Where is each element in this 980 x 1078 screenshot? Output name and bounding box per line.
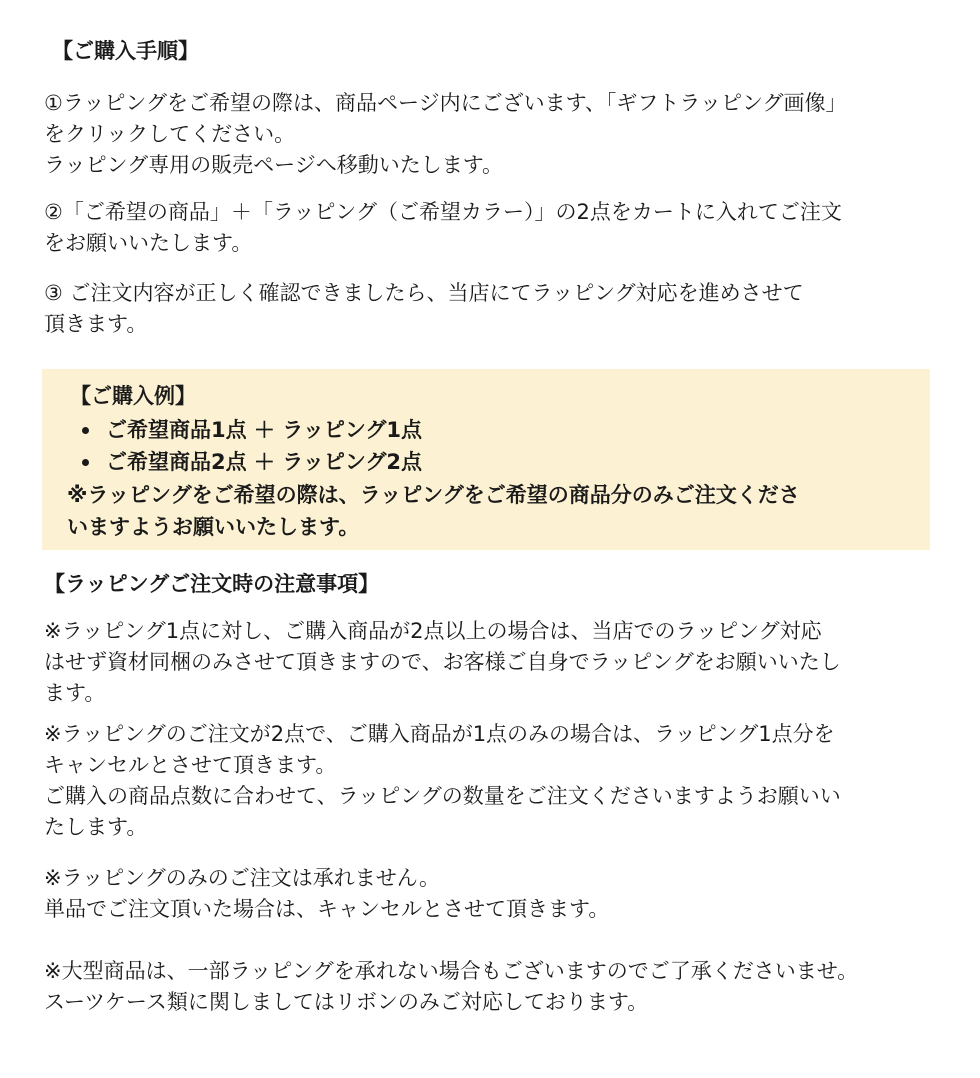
- example-note-line-1: ※ラッピングをご希望の際は、ラッピングをご希望の商品分のみご注文くださ: [67, 483, 800, 507]
- step-3-text: [44, 278, 804, 340]
- caution-3-line-2: 単品でご注文頂いた場合は、キャンセルとさせて頂きます。: [44, 897, 610, 921]
- step-2-line-2: をお願いいたします。: [44, 231, 253, 255]
- purchase-example-note: [67, 479, 800, 543]
- purchase-example-box: [42, 369, 930, 550]
- caution-2-line-3: ご購入の商品点数に合わせて、ラッピングの数量をご注文くださいますようお願いい: [44, 784, 841, 808]
- list-item-label: ご希望商品1点 ＋ ラッピング1点: [106, 418, 423, 442]
- purchase-example-heading: 【ご購入例】: [70, 384, 196, 408]
- caution-note-2: [44, 719, 841, 843]
- step-3-line-1: ③ ご注文内容が正しく確認できましたら、当店にてラッピング対応を進めさせて: [44, 281, 804, 305]
- caution-2-line-1: ※ラッピングのご注文が2点で、ご購入商品が1点のみの場合は、ラッピング1点分を: [44, 722, 835, 746]
- step-1-text: [44, 88, 847, 181]
- caution-note-1: [44, 616, 841, 709]
- step-2-line-1: ②「ご希望の商品」＋「ラッピング（ご希望カラー）」の2点をカートに入れてご注文: [44, 200, 842, 224]
- step-3-line-2: 頂きます。: [44, 312, 148, 336]
- cautions-heading: 【ラッピングご注文時の注意事項】: [44, 572, 380, 596]
- list-item: [42, 446, 422, 478]
- caution-1-line-3: ます。: [44, 681, 106, 705]
- caution-4-line-2: スーツケース類に関しましてはリボンのみご対応しております。: [44, 990, 649, 1014]
- step-1-line-1: ①ラッピングをご希望の際は、商品ページ内にございます、「ギフトラッピング画像」: [44, 91, 847, 115]
- bullet-icon: [82, 427, 89, 434]
- list-item: [42, 414, 422, 446]
- caution-2-line-2: キャンセルとさせて頂きます。: [44, 753, 337, 777]
- bullet-icon: [82, 459, 89, 466]
- example-note-line-2: いますようお願いいたします。: [67, 515, 360, 539]
- caution-1-line-1: ※ラッピング1点に対し、ご購入商品が2点以上の場合は、当店でのラッピング対応: [44, 619, 822, 643]
- step-2-text: [44, 197, 842, 259]
- caution-note-4: [44, 956, 858, 1018]
- step-1-line-3: ラッピング専用の販売ページへ移動いたします。: [44, 153, 504, 177]
- step-1-line-2: をクリックしてください。: [44, 122, 296, 146]
- purchase-example-list: [42, 414, 422, 478]
- list-item-label: ご希望商品2点 ＋ ラッピング2点: [106, 450, 423, 474]
- caution-4-line-1: ※大型商品は、一部ラッピングを承れない場合もございますのでご了承くださいませ。: [44, 959, 859, 983]
- purchase-steps-heading: 【ご購入手順】: [52, 39, 199, 63]
- caution-note-3: [44, 863, 609, 925]
- caution-3-line-1: ※ラッピングのみのご注文は承れません。: [44, 866, 441, 890]
- caution-1-line-2: はせず資材同梱のみさせて頂きますので、お客様ご自身でラッピングをお願いいたし: [44, 650, 841, 674]
- caution-2-line-4: たします。: [44, 815, 148, 839]
